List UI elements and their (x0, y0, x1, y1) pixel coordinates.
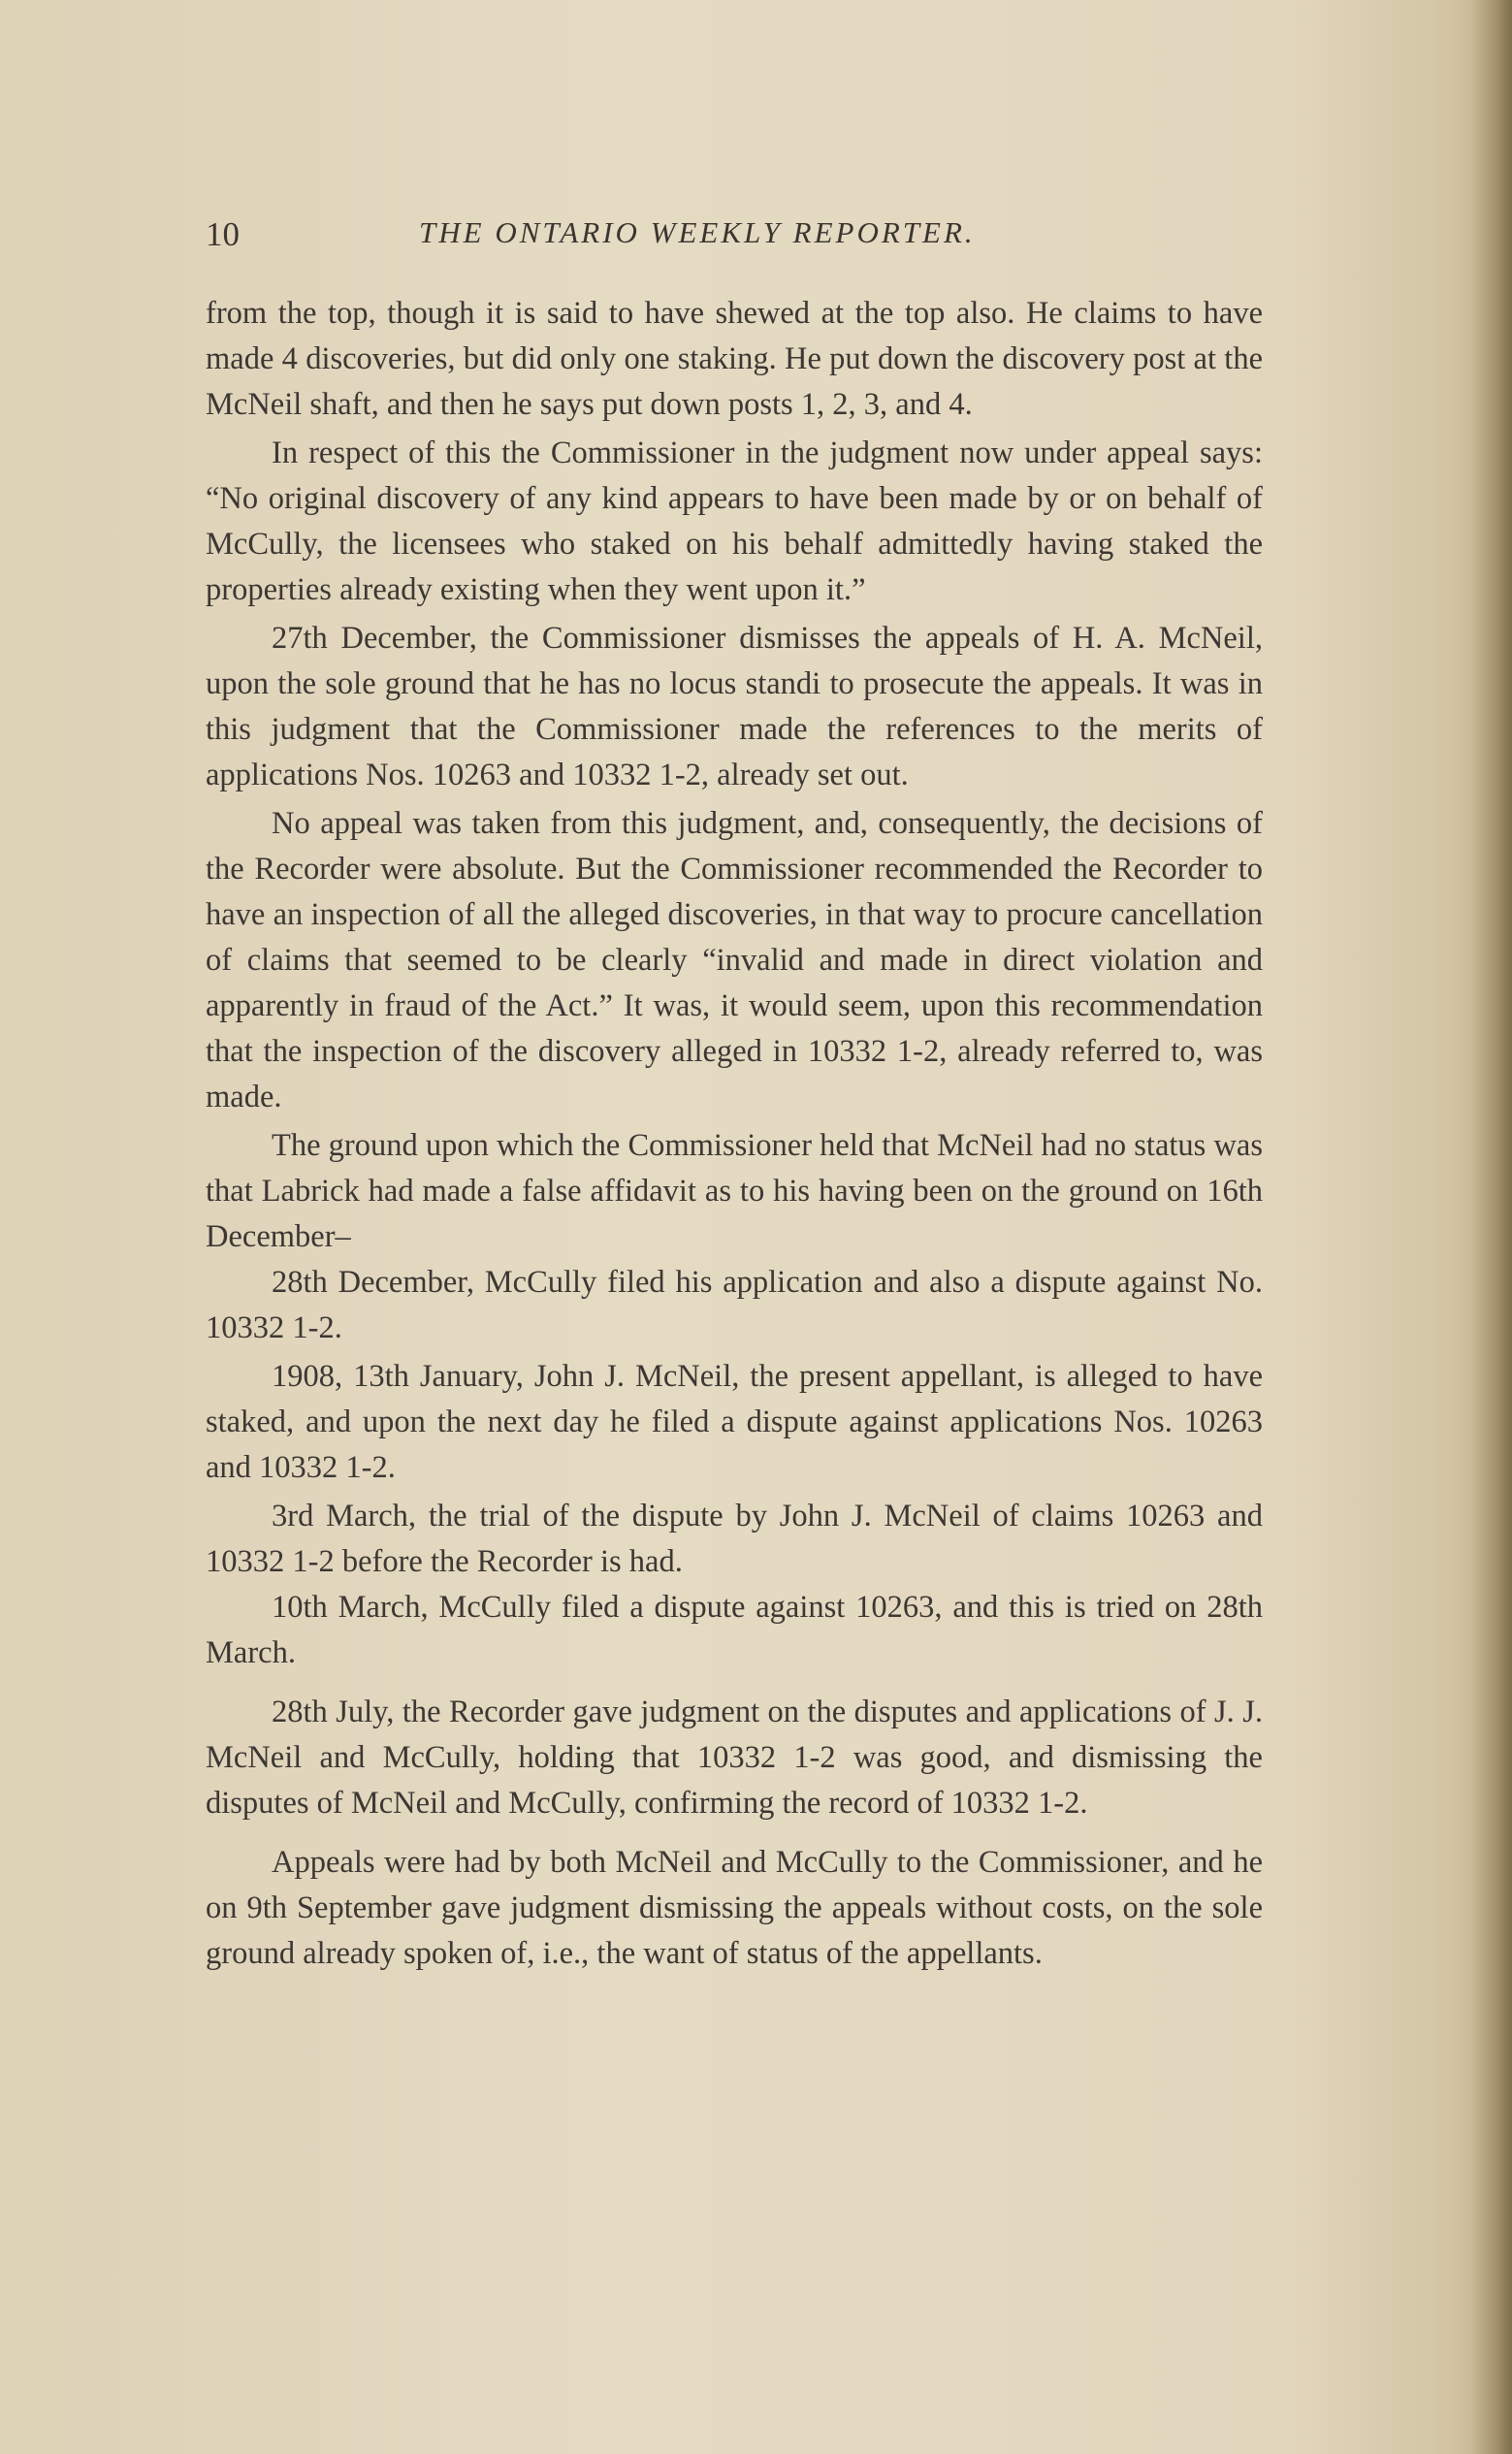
paragraph: 1908, 13th January, John J. McNeil, the present appellant, is alleged to have staked, and upon the next day he filed a dispute against applications Nos. 10263 and 10332 1-2. (206, 1359, 1263, 1485)
paragraph: from the top, though it is said to have shewed at the top also. He claims to have made 4 discoveries, but did only one staking. He put down the discovery post at the McNeil shaft, and then he says put down posts 1, 2, 3, and 4. (206, 296, 1263, 422)
page-number: 10 (206, 215, 240, 253)
paragraph: No appeal was taken from this judgment, and, consequently, the decisions of the Recorder were absolute. But the Commissioner recommended the Recorder to have an inspection of all the alleged discoveries, in that way to procure cancellation of claims that seemed to be clearly “invalid and made in direct violation and apparently in fraud of the Act.” It was, it would seem, upon this recommendation that the inspection of the discovery alleged in 10332 1-2, already referred to, was made. (206, 806, 1263, 1114)
paragraph: 3rd March, the trial of the dispute by John J. McNeil of claims 10263 and 10332 1-2 before the Recorder is had. (206, 1499, 1263, 1579)
paragraph: 28th July, the Recorder gave judgment on the disputes and applications of J. J. McNeil and McCully, holding that 10332 1-2 was good, and dismissing the disputes of McNeil and McCully, confirming the record of 10332 1-2. (206, 1695, 1263, 1821)
page-gutter-shadow (1471, 0, 1512, 2454)
paragraph: Appeals were had by both McNeil and McCully to the Commissioner, and he on 9th September gave judgment dismissing the appeals without costs, on the sole ground already spoken of, i.e., the want of status of the appellants. (206, 1845, 1263, 1971)
paragraph: In respect of this the Commissioner in the judgment now under appeal says: “No original discovery of any kind appears to have been made by or on behalf of McCully, the licensees who staked on his behalf admittedly having staked the properties already existing when they went upon it.” (206, 436, 1263, 607)
paragraph: 27th December, the Commissioner dismisses the appeals of H. A. McNeil, upon the sole ground that he has no locus standi to prosecute the appeals. It was in this judgment that the Commissioner made the references to the merits of applications Nos. 10263 and 10332 1-2, already set out. (206, 621, 1263, 792)
paragraph: 28th December, McCully filed his application and also a dispute against No. 10332 1-2. (206, 1265, 1263, 1345)
running-head: THE ONTARIO WEEKLY REPORTER. (419, 215, 976, 249)
paragraph: 10th March, McCully filed a dispute against 10263, and this is tried on 28th March. (206, 1590, 1263, 1670)
body-text (206, 291, 1263, 1977)
paragraph: The ground upon which the Commissioner held that McNeil had no status was that Labrick had made a false affidavit as to his having been on the ground on 16th December– (206, 1128, 1263, 1254)
page-header (206, 215, 1263, 264)
